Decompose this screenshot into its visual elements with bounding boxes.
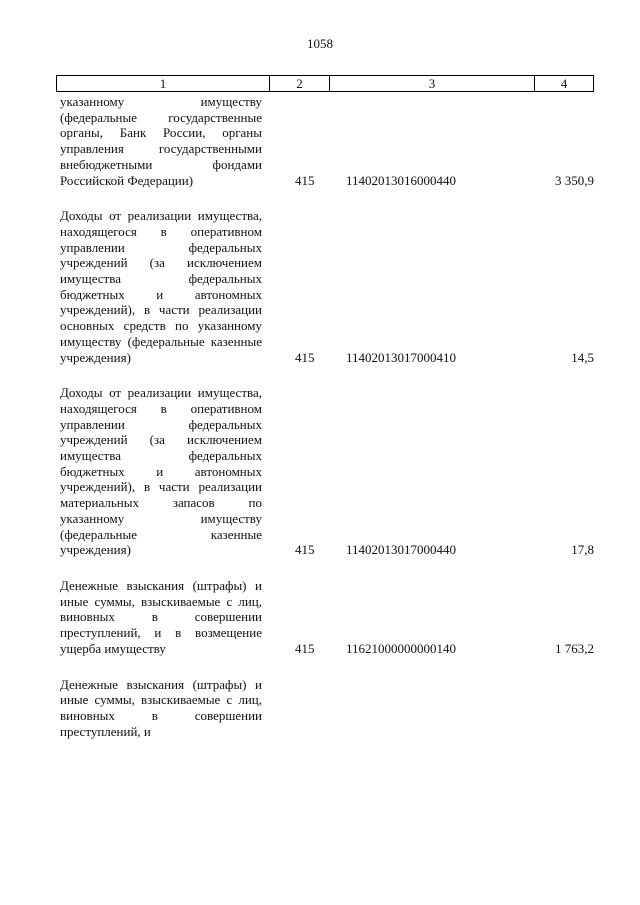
row-description: Доходы от реализации имущества, находящегося в оперативном управлении федеральных учреждений (за исключением имущества федеральных бюджетных и автономных учреждений), в части реализации основных средств по указанному имуществу (федеральные казенные учреждения): [60, 208, 262, 365]
table-header: [56, 75, 594, 92]
row-amount: 1 763,2: [555, 640, 594, 656]
row-kbk-code: 11402013017000410: [346, 349, 457, 365]
row-amount: 17,8: [571, 542, 594, 558]
table-row: [60, 94, 594, 188]
row-kbk-code: 11402013017000440: [346, 542, 457, 558]
table-row: [60, 677, 594, 740]
row-description: Доходы от реализации имущества, находящегося в оперативном управлении федеральных учреждений (за исключением имущества федеральных бюджетных и автономных учреждений), в части реализации материальных запасов по указанному имуществу (федеральные казенные учреждения): [60, 385, 262, 558]
row-description: Денежные взыскания (штрафы) и иные суммы, взыскиваемые с лиц, виновных в совершении преступлений, и: [60, 676, 262, 739]
column-header-3: 3: [330, 76, 535, 91]
row-amount: 14,5: [571, 349, 594, 365]
row-kbk-code: 11621000000000140: [346, 640, 457, 656]
table-row: [60, 208, 594, 365]
row-kbk-code: 11402013016000440: [346, 172, 457, 188]
table-row: [60, 578, 594, 657]
page-number: 1058: [307, 36, 333, 51]
row-admin-code: 415: [295, 542, 315, 558]
row-description: указанному имуществу (федеральные государственные органы, Банк России, органы управления государственными внебюджетными фондами Российской Федерации): [60, 94, 262, 188]
column-header-1: 1: [57, 76, 270, 91]
table-row: [60, 385, 594, 558]
table-body: [60, 94, 594, 759]
row-amount: 3 350,9: [555, 172, 594, 188]
column-header-4: 4: [560, 76, 568, 91]
column-header-2: 2: [270, 76, 330, 91]
row-admin-code: 415: [295, 172, 315, 188]
row-admin-code: 415: [295, 349, 315, 365]
row-admin-code: 415: [295, 640, 315, 656]
row-description: Денежные взыскания (штрафы) и иные суммы, взыскиваемые с лиц, виновных в совершении преступлений, и в возмещение ущерба имуществу: [60, 577, 262, 656]
